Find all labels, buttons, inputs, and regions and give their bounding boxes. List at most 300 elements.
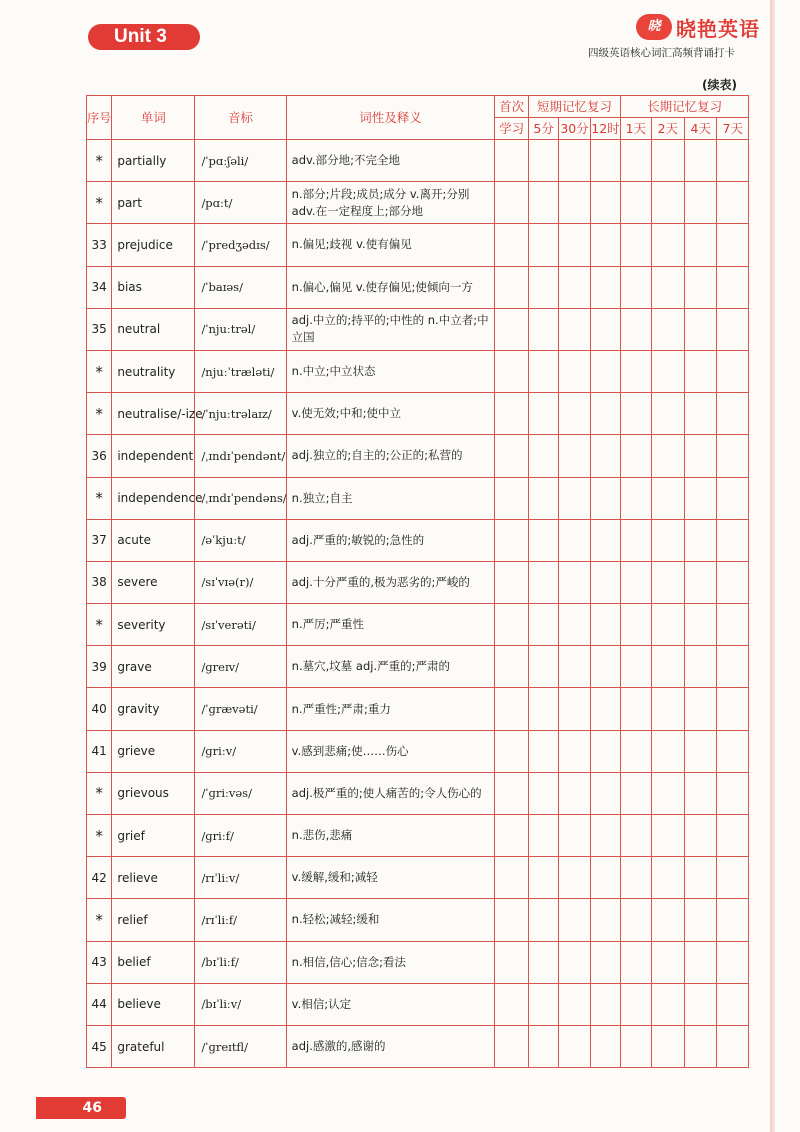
table-row xyxy=(87,308,749,350)
header-long-2day: 2天 xyxy=(651,118,684,140)
checkbox-cell-short-12h[interactable] xyxy=(590,730,620,772)
checkbox-cell-short-5min[interactable] xyxy=(528,182,558,224)
checkbox-cell-long-7day[interactable] xyxy=(717,350,749,392)
checkbox-cell-long-1day[interactable] xyxy=(621,224,651,266)
checkbox-cell-short-30min[interactable] xyxy=(559,435,590,477)
row-seq: * xyxy=(87,899,112,941)
checkbox-cell-first-study[interactable] xyxy=(495,308,528,350)
checkbox-cell-long-4day[interactable] xyxy=(685,350,717,392)
checkbox-cell-short-30min[interactable] xyxy=(559,646,590,688)
checkbox-cell-short-5min[interactable] xyxy=(528,815,558,857)
checkbox-cell-long-7day[interactable] xyxy=(717,561,749,603)
row-word: neutrality xyxy=(112,350,195,392)
table-row xyxy=(87,815,749,857)
checkbox-cell-short-30min[interactable] xyxy=(559,266,590,308)
row-phonetic: /pɑːt/ xyxy=(195,182,286,224)
checkbox-cell-long-7day[interactable] xyxy=(717,772,749,814)
checkbox-cell-short-5min[interactable] xyxy=(528,350,558,392)
row-phonetic: /ˌɪndɪˈpendəns/ xyxy=(195,477,286,519)
checkbox-cell-long-1day[interactable] xyxy=(621,140,651,182)
row-word: independence xyxy=(112,477,195,519)
row-definition: n.偏见;歧视 v.使有偏见 xyxy=(286,224,495,266)
checkbox-cell-long-7day[interactable] xyxy=(717,983,749,1025)
checkbox-cell-first-study[interactable] xyxy=(495,857,528,899)
checkbox-cell-long-2day[interactable] xyxy=(651,393,684,435)
checkbox-cell-short-30min[interactable] xyxy=(559,350,590,392)
checkbox-cell-long-7day[interactable] xyxy=(717,815,749,857)
checkbox-cell-long-1day[interactable] xyxy=(621,857,651,899)
row-phonetic: /njuːˈtræləti/ xyxy=(195,350,286,392)
checkbox-cell-long-4day[interactable] xyxy=(685,604,717,646)
checkbox-cell-short-30min[interactable] xyxy=(559,224,590,266)
table-row xyxy=(87,983,749,1025)
checkbox-cell-short-5min[interactable] xyxy=(528,477,558,519)
checkbox-cell-short-12h[interactable] xyxy=(590,941,620,983)
checkbox-cell-short-12h[interactable] xyxy=(590,561,620,603)
checkbox-cell-short-5min[interactable] xyxy=(528,393,558,435)
checkbox-cell-short-12h[interactable] xyxy=(590,477,620,519)
row-definition: adj.感激的,感谢的 xyxy=(286,1025,495,1067)
table-row xyxy=(87,435,749,477)
checkbox-cell-first-study[interactable] xyxy=(495,983,528,1025)
row-phonetic: /sɪˈvɪə(r)/ xyxy=(195,561,286,603)
vocab-table-body xyxy=(87,140,749,1068)
checkbox-cell-long-4day[interactable] xyxy=(685,266,717,308)
continued-label: (续表) xyxy=(702,78,737,92)
row-definition: adj.中立的;持平的;中性的 n.中立者;中立国 xyxy=(286,308,495,350)
checkbox-cell-long-7day[interactable] xyxy=(717,941,749,983)
table-row xyxy=(87,182,749,224)
row-phonetic: /bɪˈliːv/ xyxy=(195,983,286,1025)
row-phonetic: /ˈpredʒədɪs/ xyxy=(195,224,286,266)
row-word: believe xyxy=(112,983,195,1025)
checkbox-cell-long-1day[interactable] xyxy=(621,983,651,1025)
checkbox-cell-long-4day[interactable] xyxy=(685,561,717,603)
header-short-5min: 5分 xyxy=(528,118,558,140)
checkbox-cell-long-7day[interactable] xyxy=(717,435,749,477)
row-word: neutral xyxy=(112,308,195,350)
row-word: gravity xyxy=(112,688,195,730)
checkbox-cell-short-30min[interactable] xyxy=(559,604,590,646)
checkbox-cell-short-5min[interactable] xyxy=(528,435,558,477)
checkbox-cell-long-2day[interactable] xyxy=(651,899,684,941)
checkbox-cell-long-1day[interactable] xyxy=(621,435,651,477)
row-phonetic: /ɡriːv/ xyxy=(195,730,286,772)
table-row xyxy=(87,350,749,392)
checkbox-cell-short-30min[interactable] xyxy=(559,477,590,519)
row-phonetic: /sɪˈverəti/ xyxy=(195,604,286,646)
checkbox-cell-long-4day[interactable] xyxy=(685,519,717,561)
checkbox-cell-short-5min[interactable] xyxy=(528,266,558,308)
table-row xyxy=(87,393,749,435)
checkbox-cell-short-5min[interactable] xyxy=(528,224,558,266)
checkbox-cell-long-2day[interactable] xyxy=(651,350,684,392)
table-row xyxy=(87,857,749,899)
checkbox-cell-long-2day[interactable] xyxy=(651,224,684,266)
checkbox-cell-long-2day[interactable] xyxy=(651,604,684,646)
checkbox-cell-short-12h[interactable] xyxy=(590,350,620,392)
checkbox-cell-long-1day[interactable] xyxy=(621,688,651,730)
checkbox-cell-long-2day[interactable] xyxy=(651,857,684,899)
row-seq: 41 xyxy=(87,730,112,772)
checkbox-cell-first-study[interactable] xyxy=(495,140,528,182)
checkbox-cell-short-5min[interactable] xyxy=(528,772,558,814)
checkbox-cell-long-2day[interactable] xyxy=(651,772,684,814)
checkbox-cell-long-2day[interactable] xyxy=(651,941,684,983)
row-seq: * xyxy=(87,772,112,814)
checkbox-cell-long-1day[interactable] xyxy=(621,941,651,983)
checkbox-cell-short-12h[interactable] xyxy=(590,519,620,561)
row-phonetic: /əˈkjuːt/ xyxy=(195,519,286,561)
table-row xyxy=(87,604,749,646)
row-word: severe xyxy=(112,561,195,603)
brand-logo xyxy=(636,12,760,42)
checkbox-cell-first-study[interactable] xyxy=(495,899,528,941)
checkbox-cell-long-2day[interactable] xyxy=(651,477,684,519)
checkbox-cell-first-study[interactable] xyxy=(495,815,528,857)
checkbox-cell-long-7day[interactable] xyxy=(717,393,749,435)
checkbox-cell-short-30min[interactable] xyxy=(559,983,590,1025)
row-word: prejudice xyxy=(112,224,195,266)
checkbox-cell-long-2day[interactable] xyxy=(651,182,684,224)
checkbox-cell-long-4day[interactable] xyxy=(685,435,717,477)
row-definition: n.部分;片段;成员;成分 v.离开;分别 adv.在一定程度上;部分地 xyxy=(286,182,495,224)
header-phonetic: 音标 xyxy=(195,96,286,140)
row-definition: n.相信,信心;信念;看法 xyxy=(286,941,495,983)
checkbox-cell-first-study[interactable] xyxy=(495,519,528,561)
checkbox-cell-short-30min[interactable] xyxy=(559,393,590,435)
checkbox-cell-first-study[interactable] xyxy=(495,350,528,392)
checkbox-cell-first-study[interactable] xyxy=(495,730,528,772)
checkbox-cell-long-2day[interactable] xyxy=(651,730,684,772)
checkbox-cell-long-7day[interactable] xyxy=(717,519,749,561)
row-seq: 35 xyxy=(87,308,112,350)
checkbox-cell-long-4day[interactable] xyxy=(685,815,717,857)
checkbox-cell-long-4day[interactable] xyxy=(685,772,717,814)
checkbox-cell-long-1day[interactable] xyxy=(621,730,651,772)
checkbox-cell-long-2day[interactable] xyxy=(651,308,684,350)
checkbox-cell-short-12h[interactable] xyxy=(590,224,620,266)
row-word: relieve xyxy=(112,857,195,899)
row-phonetic: /rɪˈliːv/ xyxy=(195,857,286,899)
row-definition: v.相信;认定 xyxy=(286,983,495,1025)
table-row xyxy=(87,266,749,308)
checkbox-cell-long-1day[interactable] xyxy=(621,266,651,308)
checkbox-cell-first-study[interactable] xyxy=(495,393,528,435)
checkbox-cell-first-study[interactable] xyxy=(495,435,528,477)
row-word: part xyxy=(112,182,195,224)
header-first-study-bottom: 学习 xyxy=(495,118,528,140)
header-long-1day: 1天 xyxy=(621,118,651,140)
checkbox-cell-short-5min[interactable] xyxy=(528,604,558,646)
row-word: partially xyxy=(112,140,195,182)
checkbox-cell-short-12h[interactable] xyxy=(590,140,620,182)
checkbox-cell-short-5min[interactable] xyxy=(528,646,558,688)
checkbox-cell-long-4day[interactable] xyxy=(685,393,717,435)
checkbox-cell-short-30min[interactable] xyxy=(559,941,590,983)
checkbox-cell-short-12h[interactable] xyxy=(590,815,620,857)
checkbox-cell-long-4day[interactable] xyxy=(685,182,717,224)
checkbox-cell-first-study[interactable] xyxy=(495,688,528,730)
checkbox-cell-short-12h[interactable] xyxy=(590,857,620,899)
checkbox-cell-short-30min[interactable] xyxy=(559,1025,590,1067)
checkbox-cell-long-7day[interactable] xyxy=(717,477,749,519)
checkbox-cell-long-4day[interactable] xyxy=(685,941,717,983)
checkbox-cell-long-4day[interactable] xyxy=(685,857,717,899)
row-phonetic: /ɡreɪv/ xyxy=(195,646,286,688)
row-definition: adv.部分地;不完全地 xyxy=(286,140,495,182)
row-word: neutralise/-ize xyxy=(112,393,195,435)
header-long-4day: 4天 xyxy=(685,118,717,140)
row-word: severity xyxy=(112,604,195,646)
logo-mark-icon: 晓 xyxy=(636,14,672,40)
checkbox-cell-short-30min[interactable] xyxy=(559,140,590,182)
checkbox-cell-first-study[interactable] xyxy=(495,561,528,603)
checkbox-cell-long-1day[interactable] xyxy=(621,1025,651,1067)
checkbox-cell-short-30min[interactable] xyxy=(559,182,590,224)
checkbox-cell-short-5min[interactable] xyxy=(528,140,558,182)
table-row xyxy=(87,477,749,519)
checkbox-cell-long-1day[interactable] xyxy=(621,604,651,646)
checkbox-cell-short-30min[interactable] xyxy=(559,519,590,561)
checkbox-cell-long-2day[interactable] xyxy=(651,1025,684,1067)
row-definition: adj.十分严重的,极为恶劣的;严峻的 xyxy=(286,561,495,603)
checkbox-cell-short-5min[interactable] xyxy=(528,688,558,730)
checkbox-cell-long-7day[interactable] xyxy=(717,224,749,266)
row-phonetic: /ˌɪndɪˈpendənt/ xyxy=(195,435,286,477)
checkbox-cell-short-5min[interactable] xyxy=(528,941,558,983)
row-seq: 34 xyxy=(87,266,112,308)
row-seq: 38 xyxy=(87,561,112,603)
checkbox-cell-short-5min[interactable] xyxy=(528,1025,558,1067)
checkbox-cell-long-4day[interactable] xyxy=(685,224,717,266)
row-seq: * xyxy=(87,815,112,857)
checkbox-cell-short-12h[interactable] xyxy=(590,1025,620,1067)
row-definition: v.使无效;中和;使中立 xyxy=(286,393,495,435)
checkbox-cell-first-study[interactable] xyxy=(495,604,528,646)
vocab-table xyxy=(86,95,749,1068)
checkbox-cell-long-7day[interactable] xyxy=(717,140,749,182)
checkbox-cell-long-2day[interactable] xyxy=(651,435,684,477)
checkbox-cell-short-12h[interactable] xyxy=(590,772,620,814)
checkbox-cell-long-4day[interactable] xyxy=(685,140,717,182)
checkbox-cell-long-7day[interactable] xyxy=(717,266,749,308)
row-phonetic: /ˈɡrævəti/ xyxy=(195,688,286,730)
row-phonetic: /ˈɡreɪtfl/ xyxy=(195,1025,286,1067)
row-word: belief xyxy=(112,941,195,983)
checkbox-cell-short-12h[interactable] xyxy=(590,182,620,224)
checkbox-cell-long-4day[interactable] xyxy=(685,646,717,688)
row-seq: 39 xyxy=(87,646,112,688)
row-seq: * xyxy=(87,350,112,392)
table-row xyxy=(87,899,749,941)
table-row xyxy=(87,140,749,182)
checkbox-cell-long-2day[interactable] xyxy=(651,140,684,182)
checkbox-cell-short-12h[interactable] xyxy=(590,646,620,688)
row-word: relief xyxy=(112,899,195,941)
row-definition: n.悲伤,悲痛 xyxy=(286,815,495,857)
table-row xyxy=(87,646,749,688)
checkbox-cell-short-30min[interactable] xyxy=(559,308,590,350)
table-row xyxy=(87,941,749,983)
checkbox-cell-long-7day[interactable] xyxy=(717,899,749,941)
checkbox-cell-long-1day[interactable] xyxy=(621,561,651,603)
row-seq: * xyxy=(87,477,112,519)
checkbox-cell-long-2day[interactable] xyxy=(651,519,684,561)
row-seq: 44 xyxy=(87,983,112,1025)
checkbox-cell-long-1day[interactable] xyxy=(621,350,651,392)
checkbox-cell-short-12h[interactable] xyxy=(590,604,620,646)
checkbox-cell-long-7day[interactable] xyxy=(717,730,749,772)
row-seq: 45 xyxy=(87,1025,112,1067)
checkbox-cell-short-30min[interactable] xyxy=(559,772,590,814)
row-phonetic: /bɪˈliːf/ xyxy=(195,941,286,983)
page-edge-rule xyxy=(770,0,775,1132)
checkbox-cell-first-study[interactable] xyxy=(495,266,528,308)
checkbox-cell-first-study[interactable] xyxy=(495,1025,528,1067)
checkbox-cell-long-1day[interactable] xyxy=(621,772,651,814)
checkbox-cell-short-30min[interactable] xyxy=(559,688,590,730)
checkbox-cell-long-2day[interactable] xyxy=(651,646,684,688)
row-seq: 43 xyxy=(87,941,112,983)
checkbox-cell-short-5min[interactable] xyxy=(528,983,558,1025)
checkbox-cell-first-study[interactable] xyxy=(495,646,528,688)
checkbox-cell-long-7day[interactable] xyxy=(717,604,749,646)
checkbox-cell-short-12h[interactable] xyxy=(590,688,620,730)
header-long-7day: 7天 xyxy=(717,118,749,140)
header-long-review: 长期记忆复习 xyxy=(621,96,749,118)
header-definition: 词性及释义 xyxy=(286,96,495,140)
header-first-study-top: 首次 xyxy=(495,96,528,118)
checkbox-cell-short-5min[interactable] xyxy=(528,308,558,350)
checkbox-cell-long-7day[interactable] xyxy=(717,182,749,224)
checkbox-cell-short-12h[interactable] xyxy=(590,393,620,435)
checkbox-cell-short-5min[interactable] xyxy=(528,519,558,561)
row-word: acute xyxy=(112,519,195,561)
checkbox-cell-short-12h[interactable] xyxy=(590,983,620,1025)
checkbox-cell-long-7day[interactable] xyxy=(717,857,749,899)
checkbox-cell-long-1day[interactable] xyxy=(621,815,651,857)
header-seq: 序号 xyxy=(87,96,112,140)
row-phonetic: /ˈbaɪəs/ xyxy=(195,266,286,308)
checkbox-cell-short-30min[interactable] xyxy=(559,561,590,603)
table-row xyxy=(87,519,749,561)
row-seq: 37 xyxy=(87,519,112,561)
checkbox-cell-short-12h[interactable] xyxy=(590,266,620,308)
checkbox-cell-long-4day[interactable] xyxy=(685,983,717,1025)
checkbox-cell-first-study[interactable] xyxy=(495,941,528,983)
checkbox-cell-long-2day[interactable] xyxy=(651,815,684,857)
checkbox-cell-long-2day[interactable] xyxy=(651,266,684,308)
checkbox-cell-long-4day[interactable] xyxy=(685,730,717,772)
page-number: 46 xyxy=(36,1097,126,1119)
row-word: bias xyxy=(112,266,195,308)
row-word: grieve xyxy=(112,730,195,772)
row-definition: n.严重性;严肃;重力 xyxy=(286,688,495,730)
checkbox-cell-long-4day[interactable] xyxy=(685,899,717,941)
row-phonetic: /rɪˈliːf/ xyxy=(195,899,286,941)
checkbox-cell-long-7day[interactable] xyxy=(717,688,749,730)
checkbox-cell-long-1day[interactable] xyxy=(621,646,651,688)
row-seq: * xyxy=(87,604,112,646)
checkbox-cell-short-30min[interactable] xyxy=(559,815,590,857)
checkbox-cell-long-4day[interactable] xyxy=(685,1025,717,1067)
checkbox-cell-first-study[interactable] xyxy=(495,477,528,519)
header-short-12h: 12时 xyxy=(590,118,620,140)
row-seq: 33 xyxy=(87,224,112,266)
row-definition: n.轻松;减轻;缓和 xyxy=(286,899,495,941)
checkbox-cell-long-7day[interactable] xyxy=(717,646,749,688)
checkbox-cell-long-7day[interactable] xyxy=(717,308,749,350)
row-phonetic: /ˈnjuːtrəl/ xyxy=(195,308,286,350)
row-word: grief xyxy=(112,815,195,857)
header-short-review: 短期记忆复习 xyxy=(528,96,620,118)
checkbox-cell-first-study[interactable] xyxy=(495,182,528,224)
checkbox-cell-short-5min[interactable] xyxy=(528,857,558,899)
row-definition: n.严厉;严重性 xyxy=(286,604,495,646)
checkbox-cell-short-12h[interactable] xyxy=(590,435,620,477)
checkbox-cell-long-1day[interactable] xyxy=(621,519,651,561)
row-definition: n.中立;中立状态 xyxy=(286,350,495,392)
checkbox-cell-long-1day[interactable] xyxy=(621,477,651,519)
row-seq: * xyxy=(87,140,112,182)
checkbox-cell-long-2day[interactable] xyxy=(651,688,684,730)
checkbox-cell-short-5min[interactable] xyxy=(528,730,558,772)
checkbox-cell-short-30min[interactable] xyxy=(559,730,590,772)
row-phonetic: /ɡriːf/ xyxy=(195,815,286,857)
checkbox-cell-short-30min[interactable] xyxy=(559,857,590,899)
checkbox-cell-long-2day[interactable] xyxy=(651,561,684,603)
checkbox-cell-long-1day[interactable] xyxy=(621,308,651,350)
table-row xyxy=(87,561,749,603)
header-word: 单词 xyxy=(112,96,195,140)
checkbox-cell-long-2day[interactable] xyxy=(651,983,684,1025)
checkbox-cell-long-4day[interactable] xyxy=(685,308,717,350)
row-definition: v.感到悲痛;使……伤心 xyxy=(286,730,495,772)
checkbox-cell-short-12h[interactable] xyxy=(590,899,620,941)
row-seq: 36 xyxy=(87,435,112,477)
row-seq: * xyxy=(87,182,112,224)
row-word: grateful xyxy=(112,1025,195,1067)
row-phonetic: /ˈpɑːʃəli/ xyxy=(195,140,286,182)
row-definition: adj.独立的;自主的;公正的;私营的 xyxy=(286,435,495,477)
checkbox-cell-short-30min[interactable] xyxy=(559,899,590,941)
row-definition: adj.严重的;敏锐的;急性的 xyxy=(286,519,495,561)
checkbox-cell-long-7day[interactable] xyxy=(717,1025,749,1067)
checkbox-cell-long-4day[interactable] xyxy=(685,688,717,730)
checkbox-cell-short-12h[interactable] xyxy=(590,308,620,350)
checkbox-cell-long-4day[interactable] xyxy=(685,477,717,519)
table-row xyxy=(87,1025,749,1067)
row-definition: adj.极严重的;使人痛苦的;令人伤心的 xyxy=(286,772,495,814)
row-word: independent xyxy=(112,435,195,477)
checkbox-cell-short-5min[interactable] xyxy=(528,899,558,941)
checkbox-cell-long-1day[interactable] xyxy=(621,393,651,435)
row-phonetic: /ˈɡriːvəs/ xyxy=(195,772,286,814)
checkbox-cell-long-1day[interactable] xyxy=(621,182,651,224)
checkbox-cell-first-study[interactable] xyxy=(495,224,528,266)
table-row xyxy=(87,772,749,814)
row-seq: 40 xyxy=(87,688,112,730)
row-definition: n.偏心,偏见 v.使存偏见;使倾向一方 xyxy=(286,266,495,308)
row-definition: n.独立;自主 xyxy=(286,477,495,519)
row-seq: * xyxy=(87,393,112,435)
row-word: grave xyxy=(112,646,195,688)
checkbox-cell-first-study[interactable] xyxy=(495,772,528,814)
row-seq: 42 xyxy=(87,857,112,899)
checkbox-cell-short-5min[interactable] xyxy=(528,561,558,603)
checkbox-cell-long-1day[interactable] xyxy=(621,899,651,941)
